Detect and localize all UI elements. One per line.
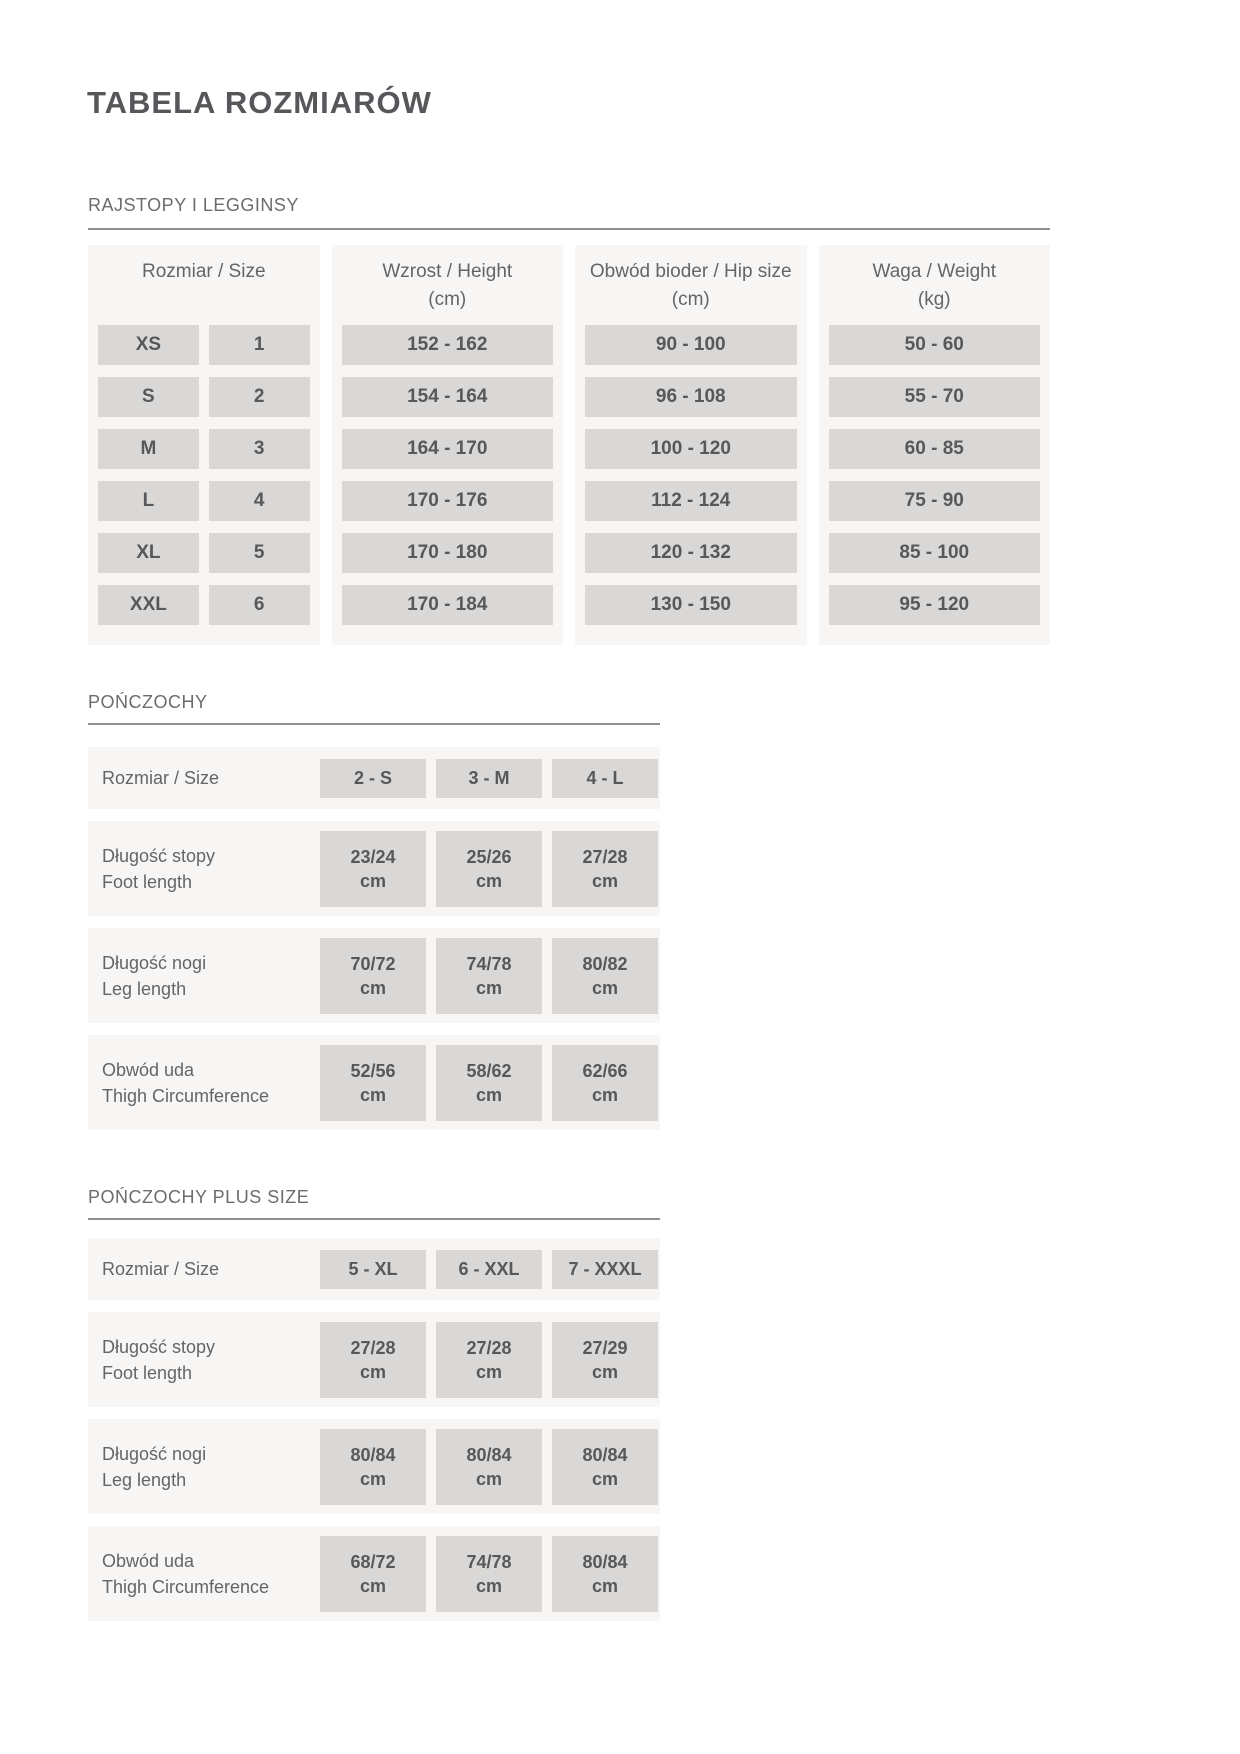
height-cell: 170 - 176: [342, 481, 554, 521]
size-header-label: Rozmiar / Size: [102, 768, 220, 788]
row-label-en: Thigh Circumference: [102, 1576, 270, 1597]
size-header-row: [88, 747, 660, 809]
size-number-cell: 2: [209, 377, 310, 417]
row-label: [102, 1057, 320, 1109]
value-cell: [320, 1429, 426, 1505]
cell-unit: cm: [359, 1576, 386, 1596]
row-label: [102, 843, 320, 895]
row-label-pl: Długość nogi: [102, 1443, 207, 1464]
leg-length-row: [88, 928, 660, 1023]
cell-unit: cm: [591, 1576, 618, 1596]
cell-value: 80/82: [582, 954, 628, 974]
value-cell: [320, 1322, 426, 1398]
cell-value: 62/66: [582, 1061, 628, 1081]
height-cell: 170 - 180: [342, 533, 554, 573]
thigh-circumference-row: [88, 1526, 660, 1621]
row-label-pl: Obwód uda: [102, 1550, 195, 1571]
value-cell: [436, 1045, 542, 1121]
cell-value: 80/84: [350, 1445, 396, 1465]
section-heading-rajstopy: RAJSTOPY I LEGGINSY: [88, 195, 299, 215]
cell-value: 74/78: [466, 1552, 512, 1572]
size-header-row: [88, 1238, 660, 1300]
weight-cell: 55 - 70: [829, 377, 1041, 417]
cell-value: 80/84: [582, 1552, 628, 1572]
cell-value: 70/72: [350, 954, 396, 974]
value-cell: [552, 1536, 658, 1612]
column-header-line1: Wzrost / Height: [382, 261, 513, 282]
cell-unit: cm: [359, 978, 386, 998]
cell-unit: cm: [359, 1085, 386, 1105]
row-cells: [320, 831, 658, 907]
value-cell: [436, 938, 542, 1014]
column-header-line2: (cm): [428, 289, 467, 310]
cell-value: 80/84: [582, 1445, 628, 1465]
cell-value: 27/29: [582, 1338, 628, 1358]
size-cell: L: [98, 481, 199, 521]
cell-unit: cm: [591, 1085, 618, 1105]
size-header-cells: [320, 1250, 658, 1289]
size-number-cell: 4: [209, 481, 310, 521]
value-cell: [436, 1536, 542, 1612]
value-cell: [436, 1322, 542, 1398]
weight-cell: 50 - 60: [829, 325, 1041, 365]
weight-cell: 95 - 120: [829, 585, 1041, 625]
height-cell: 152 - 162: [342, 325, 554, 365]
hip-cell: 100 - 120: [585, 429, 797, 469]
cell-unit: cm: [475, 978, 502, 998]
column-header-line2: (kg): [917, 289, 951, 310]
size-cell: XS: [98, 325, 199, 365]
row-label-en: Leg length: [102, 978, 187, 999]
row-cells: [320, 938, 658, 1014]
row-cells: [320, 1045, 658, 1121]
ponczochy-table: [88, 747, 660, 1130]
size-cell: 3 - M: [436, 759, 542, 798]
hip-cell: 90 - 100: [585, 325, 797, 365]
page-title: TABELA ROZMIARÓW: [87, 85, 432, 120]
value-cell: [436, 831, 542, 907]
weight-column-panel: [819, 245, 1051, 645]
column-header-line2: (cm): [671, 289, 710, 310]
row-label-en: Thigh Circumference: [102, 1085, 270, 1106]
row-label: [102, 1548, 320, 1600]
cell-unit: cm: [359, 871, 386, 891]
value-cell: [320, 938, 426, 1014]
cell-unit: cm: [475, 1085, 502, 1105]
value-cell: [552, 1045, 658, 1121]
size-column-panel: [88, 245, 320, 645]
value-cell: [320, 1045, 426, 1121]
cell-unit: cm: [591, 1469, 618, 1489]
hip-cell: 96 - 108: [585, 377, 797, 417]
size-cell: M: [98, 429, 199, 469]
size-number-cell: 3: [209, 429, 310, 469]
value-cell: [436, 1429, 542, 1505]
cell-value: 52/56: [350, 1061, 396, 1081]
column-header-weight: [819, 245, 1051, 325]
rajstopy-table: [88, 245, 1050, 645]
cell-unit: cm: [475, 1469, 502, 1489]
row-label: [102, 1334, 320, 1386]
size-cell: 5 - XL: [320, 1250, 426, 1289]
column-header-line1: Waga / Weight: [872, 261, 997, 282]
size-number-cell: 6: [209, 585, 310, 625]
cell-unit: cm: [475, 871, 502, 891]
cell-value: 68/72: [350, 1552, 396, 1572]
column-header-line1: Rozmiar / Size: [141, 261, 266, 282]
size-row: [98, 533, 310, 573]
size-cell: 2 - S: [320, 759, 426, 798]
row-label-pl: Obwód uda: [102, 1059, 195, 1080]
size-cell: 6 - XXL: [436, 1250, 542, 1289]
cell-unit: cm: [591, 1362, 618, 1382]
size-row: [98, 585, 310, 625]
leg-length-row: [88, 1419, 660, 1514]
column-header-height: [332, 245, 564, 325]
section-heading-ponczochy: POŃCZOCHY: [88, 692, 208, 712]
size-cell: 7 - XXXL: [552, 1250, 658, 1289]
size-cell: S: [98, 377, 199, 417]
row-cells: [320, 1536, 658, 1612]
column-header-hip: [575, 245, 807, 325]
cell-unit: cm: [359, 1362, 386, 1382]
height-cell: 170 - 184: [342, 585, 554, 625]
cell-value: 23/24: [350, 847, 396, 867]
hip-cell: 130 - 150: [585, 585, 797, 625]
height-column-panel: [332, 245, 564, 645]
value-cell: [320, 1536, 426, 1612]
size-row: [98, 481, 310, 521]
size-row: [98, 429, 310, 469]
size-cell: XL: [98, 533, 199, 573]
row-label-en: Foot length: [102, 871, 193, 892]
weight-cell: 75 - 90: [829, 481, 1041, 521]
row-label: [102, 1441, 320, 1493]
cell-unit: cm: [475, 1576, 502, 1596]
hip-cell: 112 - 124: [585, 481, 797, 521]
value-cell: [552, 1429, 658, 1505]
size-row: [98, 325, 310, 365]
cell-unit: cm: [359, 1469, 386, 1489]
row-label-pl: Długość stopy: [102, 845, 216, 866]
size-header-label: Rozmiar / Size: [102, 1259, 220, 1279]
row-label: [102, 950, 320, 1002]
section-rule: [88, 228, 1050, 230]
cell-value: 80/84: [466, 1445, 512, 1465]
height-cell: 154 - 164: [342, 377, 554, 417]
cell-value: 58/62: [466, 1061, 512, 1081]
cell-value: 74/78: [466, 954, 512, 974]
cell-unit: cm: [591, 871, 618, 891]
row-label-pl: Długość stopy: [102, 1336, 216, 1357]
hip-cell: 120 - 132: [585, 533, 797, 573]
hip-column-panel: [575, 245, 807, 645]
row-label-en: Leg length: [102, 1469, 187, 1490]
cell-value: 27/28: [466, 1338, 512, 1358]
value-cell: [552, 831, 658, 907]
size-cell: 4 - L: [552, 759, 658, 798]
row-label-pl: Długość nogi: [102, 952, 207, 973]
column-header-size: [88, 245, 320, 325]
row-label-en: Foot length: [102, 1362, 193, 1383]
section-heading-ponczochy-plus: POŃCZOCHY PLUS SIZE: [88, 1187, 310, 1207]
section-rule: [88, 1218, 660, 1220]
size-header-cells: [320, 759, 658, 798]
weight-cell: 60 - 85: [829, 429, 1041, 469]
size-row: [98, 377, 310, 417]
cell-value: 27/28: [582, 847, 628, 867]
size-number-cell: 5: [209, 533, 310, 573]
cell-unit: cm: [475, 1362, 502, 1382]
column-header-line1: Obwód bioder / Hip size: [589, 261, 792, 282]
weight-cell: 85 - 100: [829, 533, 1041, 573]
foot-length-row: [88, 1312, 660, 1407]
row-cells: [320, 1429, 658, 1505]
ponczochy-plus-table: [88, 1238, 660, 1621]
cell-unit: cm: [591, 978, 618, 998]
cell-value: 25/26: [466, 847, 512, 867]
value-cell: [552, 938, 658, 1014]
size-cell: XXL: [98, 585, 199, 625]
value-cell: [320, 831, 426, 907]
cell-value: 27/28: [350, 1338, 396, 1358]
thigh-circumference-row: [88, 1035, 660, 1130]
section-rule: [88, 723, 660, 725]
value-cell: [552, 1322, 658, 1398]
foot-length-row: [88, 821, 660, 916]
size-number-cell: 1: [209, 325, 310, 365]
row-cells: [320, 1322, 658, 1398]
height-cell: 164 - 170: [342, 429, 554, 469]
